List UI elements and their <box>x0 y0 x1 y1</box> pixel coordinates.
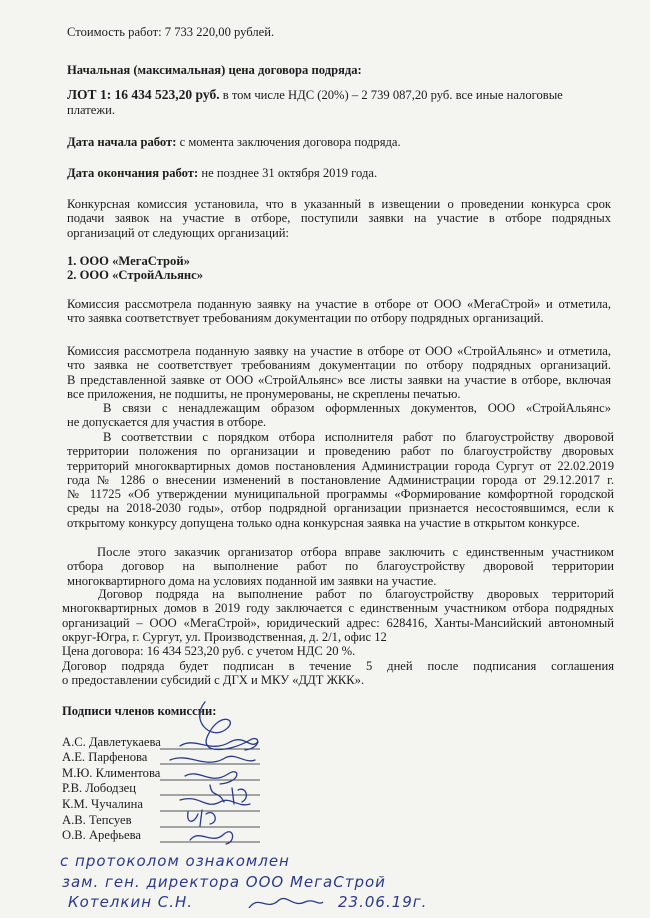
text-line: все приложения, не подшиты, не пронумерованы, не скреплены печатью. <box>67 386 461 401</box>
start-date-value: с момента заключения договора подряда. <box>176 135 401 149</box>
text-line: среды на 2018-2030 годы», отбор подрядной организации признается несостоявшимся, если к <box>67 501 614 516</box>
text-line: открытому конкурсу допущена только одна конкурсная заявка на участие в открытом конкурсе. <box>67 515 580 530</box>
org-1: 1. ООО «МегаСтрой» <box>67 254 190 268</box>
text-line: отбора договор на выполнение работ по благоустройству дворовой территории <box>67 559 614 574</box>
member-name: А.В. Тепсуев <box>62 813 132 827</box>
lot-rest: в том числе НДС (20%) – 2 739 087,20 руб. все иные налоговые <box>219 88 563 102</box>
text-line: организаций – ООО «МегаСтрой», юридический адрес: 628416, Ханты-Мансийский автономный <box>62 615 614 630</box>
text-line: многоквартирных домов в 2019 году заключается с единственным участником отбора подрядных <box>62 601 614 616</box>
commission-intro <box>67 197 611 240</box>
lot-line-2: платежи. <box>67 103 115 117</box>
text-line: что заявка не соответствует требованиям документации по отбору подрядных организаций. <box>67 358 611 373</box>
review-stroyalyans <box>67 344 611 401</box>
end-date-line <box>67 166 377 181</box>
handwritten-line: Котелкин С.Н. <box>68 893 194 911</box>
start-date-label: Дата начала работ: <box>67 135 177 149</box>
text-line: № 11725 «Об утверждении муниципальной программы «Формирование комфортной городской <box>67 487 614 502</box>
member-name: А.С. Давлетукаева <box>62 735 161 749</box>
member-name: М.Ю. Климентова <box>62 766 161 780</box>
signing-paragraph <box>62 659 614 688</box>
text-line: подачи заявок на участие в отборе, поступили заявки на участие в отборе подрядных <box>67 211 611 226</box>
text-line: территорий многоквартирных домов постановления Администрации города Сургут от 22.02.2019 <box>67 458 614 473</box>
text-line: многоквартирного дома на условиях поданной им заявки на участие. <box>67 573 437 588</box>
text-line: После этого заказчик организатор отбора вправе заключить с единственным участником <box>97 545 614 559</box>
handwritten-line: зам. ген. директора ООО МегаСтрой <box>62 873 386 891</box>
contract-paragraph <box>62 587 614 644</box>
handwritten-signature-image <box>245 890 325 914</box>
text-line: о предоставлении субсидий с ДГХ и МКУ «ДДТ ЖКК». <box>62 673 365 688</box>
end-date-value: не позднее 31 октября 2019 года. <box>198 166 378 180</box>
text-line: не допускается для участия в отборе. <box>67 415 267 430</box>
member-name: О.В. Арефьева <box>62 828 141 842</box>
text-line: территории положения по организации и проведению работ по благоустройству дворовых <box>67 444 614 459</box>
text-line: округ-Югра, г. Сургут, ул. Производственная, д. 2/1, офис 12 <box>62 629 387 644</box>
after-paragraph <box>67 545 614 588</box>
text-line: Комиссия рассмотрела поданную заявку на участие в отборе от ООО «СтройАльянс» и отметила, <box>67 344 611 358</box>
org-2: 2. ООО «СтройАльянс» <box>67 268 204 282</box>
handwritten-date: 23.06.19г. <box>338 893 428 911</box>
lot-line <box>67 88 607 103</box>
text-line: В связи с ненадлежащим образом оформленных документов, ООО «СтройАльянс» <box>103 401 611 415</box>
start-date-line <box>67 135 401 150</box>
improper-docs <box>67 401 611 430</box>
text-line: года № 1286 о внесении изменений в постановление Администрации города от 29.12.2017 г. <box>67 472 614 487</box>
contract-price: Цена договора: 16 434 523,20 руб. с учетом НДС 20 %. <box>62 644 356 658</box>
text-line: Комиссия рассмотрела поданную заявку на участие в отборе от ООО «МегаСтрой» и отметила, <box>67 297 611 311</box>
text-line: Договор подряда на выполнение работ по благоустройству дворовых территорий <box>98 587 614 601</box>
handwritten-line: с протоколом ознакомлен <box>60 852 290 870</box>
signatures-image <box>150 690 280 850</box>
procedure-paragraph <box>67 430 614 530</box>
lot-bold: ЛОТ 1: 16 434 523,20 руб. <box>67 87 220 102</box>
member-name: А.Е. Парфенова <box>62 750 148 764</box>
text-line: что заявка соответствует требованиям документации по отбору подрядных организаций. <box>67 311 544 326</box>
member-name: К.М. Чучалина <box>62 797 143 811</box>
end-date-label: Дата окончания работ: <box>67 166 199 180</box>
text-line: В соответствии с порядком отбора исполнителя работ по благоустройству дворовой <box>103 430 614 444</box>
initial-price-heading: Начальная (максимальная) цена договора подряда: <box>67 63 362 77</box>
text-line: организаций от следующих организаций: <box>67 225 289 240</box>
member-name: Р.В. Лободзец <box>62 781 137 795</box>
text-line: Конкурсная комиссия установила, что в указанный в извещении о проведении конкурса срок <box>67 197 611 211</box>
cost-line: Стоимость работ: 7 733 220,00 рублей. <box>67 25 275 39</box>
text-line: Договор подряда будет подписан в течение 5 дней после подписания соглашения <box>62 659 614 673</box>
review-megastroy <box>67 297 611 326</box>
text-line: В представленной заявке от ООО «СтройАльянс» все листы заявки на участие в отборе, включая <box>67 372 611 387</box>
signatures-heading: Подписи членов комиссии: <box>62 704 217 718</box>
